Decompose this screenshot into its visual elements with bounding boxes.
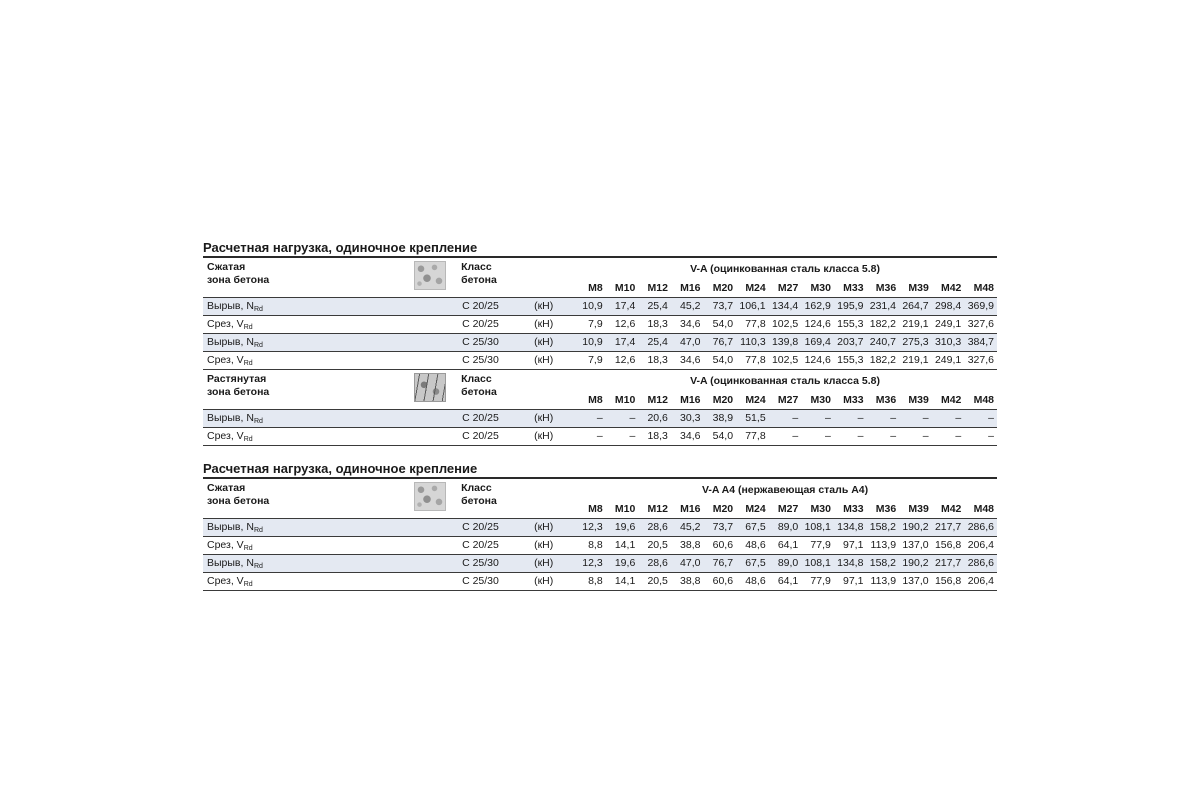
concrete-class-header [461, 478, 533, 519]
load-type-name: Вырыв, N [207, 336, 254, 348]
load-value-cell: 134,4 [769, 298, 802, 316]
steel-type-label: V-A (оцинкованная сталь класса 5.8) [690, 375, 880, 387]
load-type-label [203, 537, 461, 555]
load-value-cell: 25,4 [638, 298, 671, 316]
load-value-cell: 38,9 [703, 410, 736, 428]
concrete-class-value: C 20/25 [461, 410, 533, 428]
concrete-zone-label [203, 257, 414, 298]
steel-type-label: V-A A4 (нержавеющая сталь A4) [701, 484, 869, 496]
load-value-cell: 67,5 [736, 519, 769, 537]
load-value-cell: – [899, 410, 932, 428]
load-value-cell: 48,6 [736, 573, 769, 591]
load-value-cell: 156,8 [932, 537, 965, 555]
load-value-cell: – [932, 410, 965, 428]
load-value-cell: 47,0 [671, 555, 704, 573]
thread-size-header: M42 [940, 503, 962, 515]
load-value-cell: – [834, 428, 867, 446]
load-type-name: Срез, V [207, 575, 244, 587]
load-type-subscript: Rd [253, 563, 263, 570]
load-value-cell: 8,8 [573, 573, 606, 591]
table-header-row [203, 478, 997, 519]
class-line2: бетона [461, 274, 497, 286]
load-value-cell: 108,1 [801, 555, 834, 573]
load-type-label [203, 298, 461, 316]
load-value-cell: 298,4 [932, 298, 965, 316]
load-value-cell: – [573, 428, 606, 446]
table-row [203, 334, 997, 352]
load-value-cell: 77,9 [801, 573, 834, 591]
thread-size-header: M30 [810, 282, 831, 294]
load-value-cell: 77,9 [801, 537, 834, 555]
load-value-cell: – [606, 428, 639, 446]
load-value-cell: 124,6 [801, 316, 834, 334]
load-type-label [203, 573, 461, 591]
unit-label: (кН) [533, 428, 573, 446]
load-value-cell: – [769, 410, 802, 428]
load-type-name: Срез, V [207, 539, 244, 551]
load-value-cell: 48,6 [736, 537, 769, 555]
class-line1: Класс [461, 373, 492, 385]
thread-size-header: M33 [843, 503, 864, 515]
load-value-cell: 7,9 [573, 316, 606, 334]
load-value-cell: 137,0 [899, 573, 932, 591]
thread-size-header: M42 [940, 282, 962, 294]
load-value-cell: 219,1 [899, 352, 932, 370]
load-value-cell: 249,1 [932, 316, 965, 334]
concrete-zone-label [203, 478, 414, 519]
thread-size-header: M48 [973, 394, 995, 406]
load-value-cell: 76,7 [703, 334, 736, 352]
zone-line1: Растянутая [207, 373, 267, 385]
load-value-cell: 137,0 [899, 537, 932, 555]
thread-size-header: M8 [588, 503, 603, 515]
load-type-name: Вырыв, N [207, 300, 254, 312]
load-value-cell: 110,3 [736, 334, 769, 352]
zone-line1: Сжатая [207, 482, 246, 494]
load-value-cell: 28,6 [638, 519, 671, 537]
class-line2: бетона [461, 386, 497, 398]
thread-size-header: M27 [777, 282, 799, 294]
load-value-cell: 97,1 [834, 537, 867, 555]
load-value-cell: – [573, 410, 606, 428]
unit-label: (кН) [533, 555, 573, 573]
thread-size-header: M12 [647, 282, 668, 294]
unit-label: (кН) [533, 410, 573, 428]
thread-size-header: M36 [875, 503, 897, 515]
load-value-cell: 190,2 [899, 555, 932, 573]
load-value-cell: 89,0 [769, 555, 802, 573]
thread-size-header: M20 [712, 282, 734, 294]
load-value-cell: 20,5 [638, 537, 671, 555]
load-value-cell: 64,1 [769, 573, 802, 591]
load-value-cell: 286,6 [964, 555, 997, 573]
load-value-cell: – [866, 410, 899, 428]
load-section [203, 460, 997, 591]
thread-size-header: M20 [712, 394, 734, 406]
load-value-cell: 19,6 [606, 519, 639, 537]
load-value-cell: 195,9 [834, 298, 867, 316]
concrete-class-value: C 20/25 [461, 519, 533, 537]
load-value-cell: 113,9 [866, 537, 899, 555]
load-value-cell: – [899, 428, 932, 446]
concrete-class-value: C 20/25 [461, 537, 533, 555]
load-value-cell: 19,6 [606, 555, 639, 573]
unit-label: (кН) [533, 334, 573, 352]
thread-size-header: M33 [843, 394, 864, 406]
load-value-cell: 76,7 [703, 555, 736, 573]
load-type-subscript: Rd [253, 306, 263, 313]
concrete-class-value: C 20/25 [461, 298, 533, 316]
load-value-cell: 182,2 [866, 316, 899, 334]
load-value-cell: 327,6 [964, 352, 997, 370]
thread-size-header: M33 [843, 282, 864, 294]
load-type-subscript: Rd [243, 324, 253, 331]
thread-size-header: M16 [680, 394, 701, 406]
thread-size-header: M10 [614, 394, 636, 406]
load-value-cell: 264,7 [899, 298, 932, 316]
cracked-concrete-icon [414, 373, 446, 402]
thread-size-header: M20 [712, 503, 734, 515]
zone-line1: Сжатая [207, 261, 246, 273]
concrete-class-value: C 25/30 [461, 334, 533, 352]
load-value-cell: 12,6 [606, 316, 639, 334]
thread-size-header: M27 [777, 394, 799, 406]
load-value-cell: 54,0 [703, 352, 736, 370]
load-value-cell: 384,7 [964, 334, 997, 352]
load-value-cell: 34,6 [671, 352, 704, 370]
unit-label: (кН) [533, 573, 573, 591]
load-value-cell: 8,8 [573, 537, 606, 555]
load-value-cell: 17,4 [606, 334, 639, 352]
steel-header [573, 257, 997, 298]
load-value-cell: 54,0 [703, 428, 736, 446]
table-row [203, 410, 997, 428]
load-value-cell: 102,5 [769, 352, 802, 370]
unit-label: (кН) [533, 298, 573, 316]
load-type-label [203, 316, 461, 334]
concrete-class-value: C 20/25 [461, 316, 533, 334]
load-type-name: Вырыв, N [207, 521, 254, 533]
load-value-cell: 106,1 [736, 298, 769, 316]
section-title: Расчетная нагрузка, одиночное крепление [203, 240, 478, 255]
load-value-cell: 10,9 [573, 334, 606, 352]
load-type-name: Вырыв, N [207, 412, 254, 424]
load-type-subscript: Rd [243, 360, 253, 367]
table-row [203, 352, 997, 370]
load-value-cell: 14,1 [606, 537, 639, 555]
thread-size-header: M12 [647, 394, 668, 406]
thread-size-header: M12 [647, 503, 668, 515]
load-value-cell: 240,7 [866, 334, 899, 352]
load-value-cell: 217,7 [932, 519, 965, 537]
load-value-cell: 190,2 [899, 519, 932, 537]
thread-size-header: M24 [745, 394, 766, 406]
load-type-name: Вырыв, N [207, 557, 254, 569]
load-value-cell: 51,5 [736, 410, 769, 428]
unit-label: (кН) [533, 316, 573, 334]
load-value-cell: 77,8 [736, 428, 769, 446]
steel-header [573, 370, 997, 410]
thread-size-header: M10 [614, 282, 636, 294]
load-value-cell: 47,0 [671, 334, 704, 352]
load-value-cell: 155,3 [834, 352, 867, 370]
load-section [203, 239, 997, 446]
load-value-cell: 139,8 [769, 334, 802, 352]
load-value-cell: 231,4 [866, 298, 899, 316]
load-value-cell: 286,6 [964, 519, 997, 537]
load-table [203, 256, 997, 446]
load-value-cell: 162,9 [801, 298, 834, 316]
load-type-subscript: Rd [253, 527, 263, 534]
thread-size-header: M48 [973, 503, 995, 515]
zone-line2: зона бетона [207, 386, 270, 398]
zone-line2: зона бетона [207, 274, 270, 286]
unit-label: (кН) [533, 537, 573, 555]
load-value-cell: 155,3 [834, 316, 867, 334]
thread-size-header: M42 [940, 394, 962, 406]
load-type-name: Срез, V [207, 354, 244, 366]
unit-label: (кН) [533, 352, 573, 370]
thread-size-header: M48 [973, 282, 995, 294]
table-row [203, 316, 997, 334]
table-row [203, 298, 997, 316]
thread-size-header: M36 [875, 282, 897, 294]
table-header-row [203, 257, 997, 298]
load-value-cell: – [932, 428, 965, 446]
load-value-cell: 310,3 [932, 334, 965, 352]
table-row [203, 555, 997, 573]
load-value-cell: 28,6 [638, 555, 671, 573]
load-value-cell: – [964, 428, 997, 446]
load-value-cell: – [834, 410, 867, 428]
table-row [203, 428, 997, 446]
load-value-cell: 169,4 [801, 334, 834, 352]
load-value-cell: 45,2 [671, 519, 704, 537]
load-value-cell: 113,9 [866, 573, 899, 591]
load-type-subscript: Rd [243, 581, 253, 588]
load-type-label [203, 410, 461, 428]
load-value-cell: 182,2 [866, 352, 899, 370]
load-value-cell: 64,1 [769, 537, 802, 555]
class-line2: бетона [461, 495, 497, 507]
load-value-cell: 30,3 [671, 410, 704, 428]
thread-size-header: M10 [614, 503, 636, 515]
load-value-cell: 134,8 [834, 555, 867, 573]
document [203, 239, 997, 605]
concrete-class-value: C 20/25 [461, 428, 533, 446]
load-value-cell: 73,7 [703, 298, 736, 316]
table-header-row [203, 370, 997, 410]
load-type-subscript: Rd [243, 436, 253, 443]
load-value-cell: – [866, 428, 899, 446]
load-value-cell: 77,8 [736, 352, 769, 370]
load-value-cell: 219,1 [899, 316, 932, 334]
thread-size-header: M39 [908, 503, 929, 515]
load-value-cell: 97,1 [834, 573, 867, 591]
thread-size-header: M8 [588, 394, 603, 406]
thread-size-header: M24 [745, 503, 766, 515]
load-value-cell: 275,3 [899, 334, 932, 352]
thread-size-header: M27 [777, 503, 799, 515]
load-type-subscript: Rd [243, 545, 253, 552]
load-value-cell: 18,3 [638, 352, 671, 370]
table-row [203, 537, 997, 555]
load-table [203, 477, 997, 591]
load-value-cell: 10,9 [573, 298, 606, 316]
load-value-cell: 249,1 [932, 352, 965, 370]
load-value-cell: 156,8 [932, 573, 965, 591]
load-value-cell: – [606, 410, 639, 428]
load-value-cell: 89,0 [769, 519, 802, 537]
load-value-cell: 34,6 [671, 428, 704, 446]
steel-type-label: V-A (оцинкованная сталь класса 5.8) [690, 263, 880, 275]
unit-label: (кН) [533, 519, 573, 537]
concrete-class-header [461, 257, 533, 298]
load-value-cell: – [769, 428, 802, 446]
thread-size-header: M30 [810, 503, 831, 515]
thread-size-header: M39 [908, 394, 929, 406]
load-value-cell: 327,6 [964, 316, 997, 334]
load-value-cell: 54,0 [703, 316, 736, 334]
load-type-label [203, 352, 461, 370]
load-value-cell: – [801, 410, 834, 428]
load-value-cell: 67,5 [736, 555, 769, 573]
load-value-cell: 158,2 [866, 555, 899, 573]
load-type-name: Срез, V [207, 318, 244, 330]
steel-header [573, 478, 997, 519]
thread-size-header: M8 [588, 282, 603, 294]
table-row [203, 573, 997, 591]
zone-line2: зона бетона [207, 495, 270, 507]
thread-size-header: M30 [810, 394, 831, 406]
load-value-cell: 73,7 [703, 519, 736, 537]
load-value-cell: 38,8 [671, 537, 704, 555]
load-type-label [203, 334, 461, 352]
load-value-cell: 217,7 [932, 555, 965, 573]
concrete-zone-label [203, 370, 414, 410]
compressed-concrete-icon [414, 261, 446, 290]
class-line1: Класс [461, 261, 492, 273]
concrete-class-value: C 25/30 [461, 352, 533, 370]
thread-size-header: M39 [908, 282, 929, 294]
load-value-cell: 206,4 [964, 537, 997, 555]
load-value-cell: 108,1 [801, 519, 834, 537]
load-type-subscript: Rd [253, 342, 263, 349]
section-title: Расчетная нагрузка, одиночное крепление [203, 461, 478, 476]
table-row [203, 519, 997, 537]
thread-size-header: M16 [680, 503, 701, 515]
load-value-cell: 158,2 [866, 519, 899, 537]
thread-size-header: M36 [875, 394, 897, 406]
load-value-cell: 18,3 [638, 316, 671, 334]
load-value-cell: 7,9 [573, 352, 606, 370]
load-value-cell: 20,5 [638, 573, 671, 591]
concrete-class-header [461, 370, 533, 410]
thread-size-header: M16 [680, 282, 701, 294]
concrete-class-value: C 25/30 [461, 573, 533, 591]
load-value-cell: 34,6 [671, 316, 704, 334]
class-line1: Класс [461, 482, 492, 494]
load-type-subscript: Rd [253, 418, 263, 425]
load-value-cell: 134,8 [834, 519, 867, 537]
load-value-cell: 38,8 [671, 573, 704, 591]
load-value-cell: – [964, 410, 997, 428]
load-value-cell: 17,4 [606, 298, 639, 316]
load-value-cell: 124,6 [801, 352, 834, 370]
load-value-cell: 14,1 [606, 573, 639, 591]
load-type-name: Срез, V [207, 430, 244, 442]
load-value-cell: 25,4 [638, 334, 671, 352]
load-value-cell: – [801, 428, 834, 446]
load-value-cell: 203,7 [834, 334, 867, 352]
concrete-class-value: C 25/30 [461, 555, 533, 573]
load-value-cell: 18,3 [638, 428, 671, 446]
load-value-cell: 369,9 [964, 298, 997, 316]
thread-size-header: M24 [745, 282, 766, 294]
load-type-label [203, 555, 461, 573]
load-type-label [203, 428, 461, 446]
load-value-cell: 60,6 [703, 537, 736, 555]
load-value-cell: 77,8 [736, 316, 769, 334]
load-value-cell: 12,6 [606, 352, 639, 370]
compressed-concrete-icon [414, 482, 446, 511]
load-value-cell: 60,6 [703, 573, 736, 591]
load-value-cell: 102,5 [769, 316, 802, 334]
load-value-cell: 20,6 [638, 410, 671, 428]
load-value-cell: 45,2 [671, 298, 704, 316]
load-value-cell: 12,3 [573, 519, 606, 537]
load-type-label [203, 519, 461, 537]
load-value-cell: 12,3 [573, 555, 606, 573]
load-value-cell: 206,4 [964, 573, 997, 591]
